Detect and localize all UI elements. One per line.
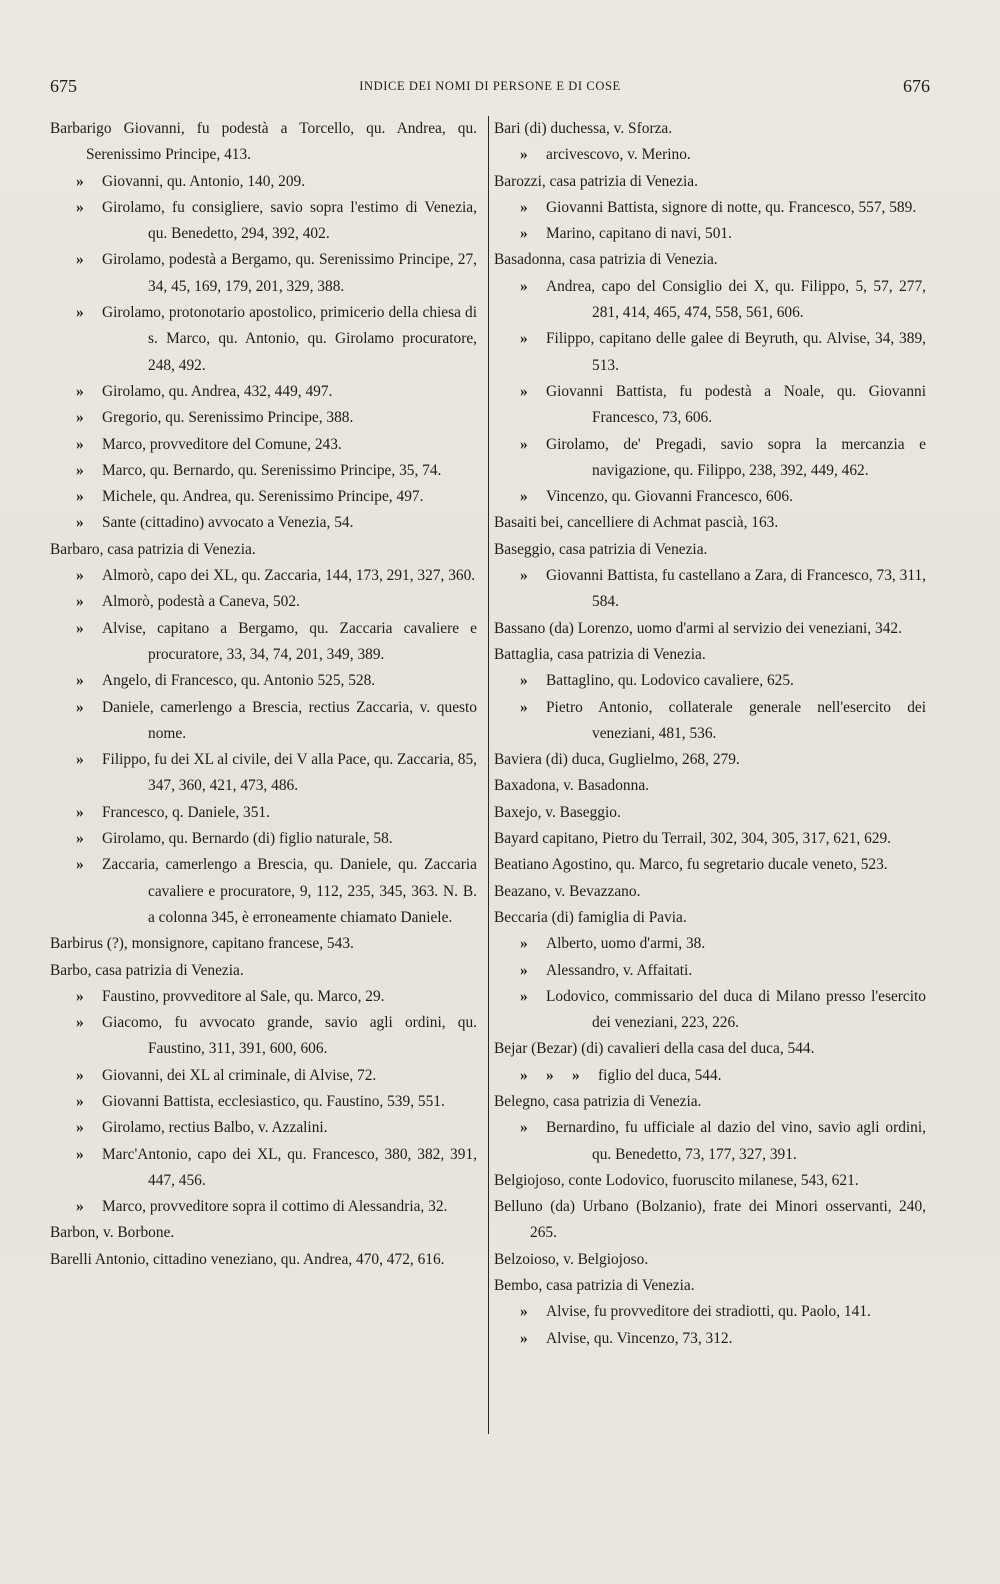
entry-text: Marc'Antonio, capo dei XL, qu. Francesco, 380, 382, 391, 447, 456. [102,1145,477,1189]
entry-text: Girolamo, qu. Andrea, 432, 449, 497. [102,382,333,400]
index-entry [50,931,477,957]
index-entry [494,1089,926,1115]
index-entry [50,537,477,563]
index-entry [76,1010,477,1063]
ditto-mark: » [520,987,528,1005]
index-entry [520,958,926,984]
index-entry [494,510,926,536]
index-entry [76,510,477,536]
index-entry [494,879,926,905]
index-entry [50,1220,477,1246]
ditto-mark: » [76,1014,84,1032]
index-entry [520,931,926,957]
index-entry [494,247,926,273]
index-entry [520,274,926,327]
entry-text: Beccaria (di) famiglia di Pavia. [494,908,687,926]
ditto-mark: » [76,172,84,190]
right-column [494,116,926,1352]
index-entry [494,773,926,799]
index-entry [76,1089,477,1115]
index-entry [76,195,477,248]
ditto-mark: » [76,1092,84,1110]
entry-text: Marco, provveditore del Comune, 243. [102,435,342,453]
index-entry [494,905,926,931]
entry-text: Barbon, v. Borbone. [50,1224,175,1242]
ditto-mark: » [76,619,84,637]
entry-text: arcivescovo, v. Merino. [546,146,691,164]
index-entry [76,589,477,615]
ditto-mark: » [520,146,528,164]
entry-text: Filippo, fu dei XL al civile, dei V alla Pace, qu. Zaccaria, 85, 347, 360, 421, 473, 486. [102,751,477,795]
entry-text: Andrea, capo del Consiglio dei X, qu. Filippo, 5, 57, 277, 281, 414, 465, 474, 558, 561, 606. [546,277,926,322]
entry-text: Almorò, capo dei XL, qu. Zaccaria, 144, 173, 291, 327, 360. [102,567,476,585]
entry-text: Girolamo, fu consigliere, savio sopra l'estimo di Venezia, qu. Benedetto, 294, 392, 402. [102,198,477,243]
index-entry [520,563,926,616]
ditto-mark: » [572,1066,580,1084]
index-entry [50,958,477,984]
entry-text: Battaglino, qu. Lodovico cavaliere, 625. [546,672,794,690]
index-entry [76,169,477,195]
index-entry [520,668,926,694]
entry-text: Baxejo, v. Baseggio. [494,803,621,821]
index-entry [520,432,926,485]
entry-text: Alberto, uomo d'armi, 38. [546,935,706,953]
entry-text: Bejar (Bezar) (di) cavalieri della casa del duca, 544. [494,1040,815,1058]
ditto-mark: » [520,225,528,243]
ditto-mark: » [520,382,528,400]
entry-text: Vincenzo, qu. Giovanni Francesco, 606. [546,488,793,506]
ditto-mark: » [76,304,84,322]
entry-text: Daniele, camerlengo a Brescia, rectius Zaccaria, v. questo nome. [102,698,477,742]
entry-text: Girolamo, de' Pregadi, savio sopra la mercanzia e navigazione, qu. Filippo, 238, 392, 449, 462. [546,435,926,479]
ditto-mark: » [520,1329,528,1347]
index-entry [76,1063,477,1089]
ditto-mark: » [76,461,84,479]
entry-text: Beatiano Agostino, qu. Marco, fu segretario ducale veneto, 523. [494,856,888,874]
entry-text: Zaccaria, camerlengo a Brescia, qu. Daniele, qu. Zaccaria cavaliere e procuratore, 9, 112, 235, 345, 363. N. B. a colonna 345, è erroneamente chiamato Daniele. [102,856,477,926]
entry-text: Belgiojoso, conte Lodovico, fuoruscito milanese, 543, 621. [494,1171,859,1189]
index-entry [520,326,926,379]
index-entry [494,169,926,195]
entry-text: Giovanni, qu. Antonio, 140, 209. [102,172,306,190]
ditto-mark: » [76,382,84,400]
index-entry [76,432,477,458]
ditto-mark: » [520,277,528,295]
running-header [50,76,930,100]
ditto-mark: » [76,1198,84,1216]
ditto-mark: » [520,435,528,453]
index-entry [494,1168,926,1194]
index-entry [494,642,926,668]
entry-text: Barelli Antonio, cittadino veneziano, qu. Andrea, 470, 472, 616. [50,1250,445,1268]
index-entry [494,826,926,852]
entry-text: Bernardino, fu ufficiale al dazio del vino, savio agli ordini, qu. Benedetto, 73, 177, 327, 391. [546,1119,926,1163]
index-entry [50,116,477,169]
entry-text: Pietro Antonio, collaterale generale nell'esercito dei veneziani, 481, 536. [546,698,926,742]
index-entry [520,484,926,510]
index-entry [520,695,926,748]
entry-text: Basaiti bei, cancelliere di Achmat pascià, 163. [494,514,779,532]
entry-text: Michele, qu. Andrea, qu. Serenissimo Principe, 497. [102,488,424,506]
entry-text: Giovanni Battista, fu podestà a Noale, qu. Giovanni Francesco, 73, 606. [546,382,926,427]
entry-text: Barbirus (?), monsignore, capitano francese, 543. [50,935,354,953]
ditto-mark: » [546,1066,554,1084]
entry-text: Bari (di) duchessa, v. Sforza. [494,120,673,137]
ditto-mark: » [520,698,528,716]
index-entry [494,747,926,773]
entry-text: Giovanni Battista, fu castellano a Zara, di Francesco, 73, 311, 584. [546,567,926,611]
entry-text: Alvise, capitano a Bergamo, qu. Zaccaria cavaliere e procuratore, 33, 34, 74, 201, 349, 389. [102,619,477,663]
entry-text: Baxadona, v. Basadonna. [494,777,650,795]
entry-text: Giovanni Battista, ecclesiastico, qu. Faustino, 539, 551. [102,1092,445,1110]
index-entry [76,695,477,748]
ditto-mark: » [520,1303,528,1321]
entry-text: Giacomo, fu avvocato grande, savio agli ordini, qu. Faustino, 311, 391, 600, 606. [102,1014,477,1058]
entry-text: Bembo, casa patrizia di Venezia. [494,1277,695,1295]
entry-text: Baseggio, casa patrizia di Venezia. [494,540,708,558]
index-entry [76,852,477,931]
entry-text: Almorò, podestà a Caneva, 502. [102,593,300,611]
entry-text: Bassano (da) Lorenzo, uomo d'armi al servizio dei veneziani, 342. [494,619,902,637]
entry-text: Barbarigo Giovanni, fu podestà a Torcello, qu. Andrea, qu. Serenissimo Principe, 413. [50,120,477,164]
index-entry [76,379,477,405]
ditto-mark: » [520,330,528,348]
column-divider [488,116,489,1434]
entry-text: Alessandro, v. Affaitati. [546,961,693,979]
ditto-mark: » [76,803,84,821]
entry-text: Gregorio, qu. Serenissimo Principe, 388. [102,409,354,427]
index-entry [494,1036,926,1062]
ditto-mark: » [520,488,528,506]
entry-text: Barbaro, casa patrizia di Venezia. [50,540,256,558]
entry-text: Sante (cittadino) avvocato a Venezia, 54. [102,514,354,532]
entry-text: Francesco, q. Daniele, 351. [102,803,270,821]
entry-text: Barozzi, casa patrizia di Venezia. [494,172,698,190]
ditto-mark: » [520,567,528,585]
ditto-mark: » [76,1066,84,1084]
entry-text: Girolamo, qu. Bernardo (di) figlio naturale, 58. [102,830,393,848]
index-entry [76,458,477,484]
index-entry [76,247,477,300]
entry-text: Battaglia, casa patrizia di Venezia. [494,645,706,663]
entry-text: Marino, capitano di navi, 501. [546,225,732,243]
ditto-mark: » [76,514,84,532]
running-title: INDICE DEI NOMI DI PERSONE E DI COSE [359,79,621,93]
left-column [50,116,477,1273]
ditto-mark: » [76,1119,84,1137]
index-entry [520,379,926,432]
entry-text: Faustino, provveditore al Sale, qu. Marco, 29. [102,987,385,1005]
page-number-left: 675 [50,76,77,96]
ditto-mark: » [520,961,528,979]
index-entry [76,563,477,589]
index-entry [520,195,926,221]
entry-text: Basadonna, casa patrizia di Venezia. [494,251,718,269]
index-entry [76,616,477,669]
ditto-mark: » [76,698,84,716]
ditto-mark: » [520,935,528,953]
index-entry [520,221,926,247]
entry-text: Giovanni Battista, signore di notte, qu. Francesco, 557, 589. [546,198,917,216]
index-entry [76,1115,477,1141]
index-entry [494,616,926,642]
ditto-mark: » [520,198,528,216]
ditto-mark: » [76,1145,84,1163]
ditto-mark: » [76,672,84,690]
ditto-mark: » [76,751,84,769]
entry-text: Lodovico, commissario del duca di Milano presso l'esercito dei veneziani, 223, 226. [546,987,926,1032]
entry-text: Girolamo, podestà a Bergamo, qu. Serenissimo Principe, 27, 34, 45, 169, 179, 201, 329, 388. [102,251,477,295]
index-entry [520,1063,926,1089]
ditto-mark: » [76,198,84,216]
entry-text: Filippo, capitano delle galee di Beyruth, qu. Alvise, 34, 389, 513. [546,330,926,374]
entry-text: Angelo, di Francesco, qu. Antonio 525, 528. [102,672,376,690]
ditto-mark: » [76,987,84,1005]
ditto-mark: » [76,856,84,874]
index-entry [76,1194,477,1220]
ditto-mark: » [76,409,84,427]
entry-text: Girolamo, rectius Balbo, v. Azzalini. [102,1119,328,1137]
index-entry [520,1299,926,1325]
index-entry [76,826,477,852]
entry-text: Beazano, v. Bevazzano. [494,882,641,900]
ditto-mark: » [76,251,84,269]
entry-text: Giovanni, dei XL al criminale, di Alvise, 72. [102,1066,377,1084]
ditto-mark: » [520,1066,528,1084]
entry-text: Marco, qu. Bernardo, qu. Serenissimo Principe, 35, 74. [102,461,442,479]
ditto-mark: » [520,1119,528,1137]
entry-text: Alvise, fu provveditore dei stradiotti, qu. Paolo, 141. [546,1303,871,1321]
index-entry [76,668,477,694]
index-entry [494,537,926,563]
index-entry [76,747,477,800]
ditto-mark: » [76,830,84,848]
ditto-mark: » [76,593,84,611]
ditto-mark: » [76,488,84,506]
index-entry [76,405,477,431]
index-entry [494,116,926,142]
page-number-right: 676 [903,76,930,96]
entry-text: Belzoioso, v. Belgiojoso. [494,1250,649,1268]
index-entry [76,484,477,510]
index-entry [50,1247,477,1273]
index-entry [76,984,477,1010]
ditto-mark: » [76,567,84,585]
entry-text: Girolamo, protonotario apostolico, primicerio della chiesa di s. Marco, qu. Antonio, qu. Girolamo procuratore, 248, 492. [102,304,477,374]
entry-text: Belegno, casa patrizia di Venezia. [494,1092,702,1110]
index-entry [520,984,926,1037]
entry-text: Alvise, qu. Vincenzo, 73, 312. [546,1329,733,1347]
index-entry [76,300,477,379]
index-entry [520,142,926,168]
entry-text: figlio del duca, 544. [598,1066,722,1084]
entry-text: Bayard capitano, Pietro du Terrail, 302, 304, 305, 317, 621, 629. [494,830,892,848]
index-entry [494,852,926,878]
index-entry [494,1194,926,1247]
index-entry [494,800,926,826]
index-entry [520,1326,926,1352]
index-entry [520,1115,926,1168]
index-entry [494,1247,926,1273]
ditto-mark: » [76,435,84,453]
entry-text: Marco, provveditore sopra il cottimo di Alessandria, 32. [102,1198,448,1216]
index-entry [76,800,477,826]
entry-text: Barbo, casa patrizia di Venezia. [50,961,244,979]
index-entry [76,1142,477,1195]
index-entry [494,1273,926,1299]
ditto-mark: » [520,672,528,690]
entry-text: Belluno (da) Urbano (Bolzanio), frate dei Minori osservanti, 240, 265. [494,1198,926,1242]
entry-text: Baviera (di) duca, Guglielmo, 268, 279. [494,751,740,769]
